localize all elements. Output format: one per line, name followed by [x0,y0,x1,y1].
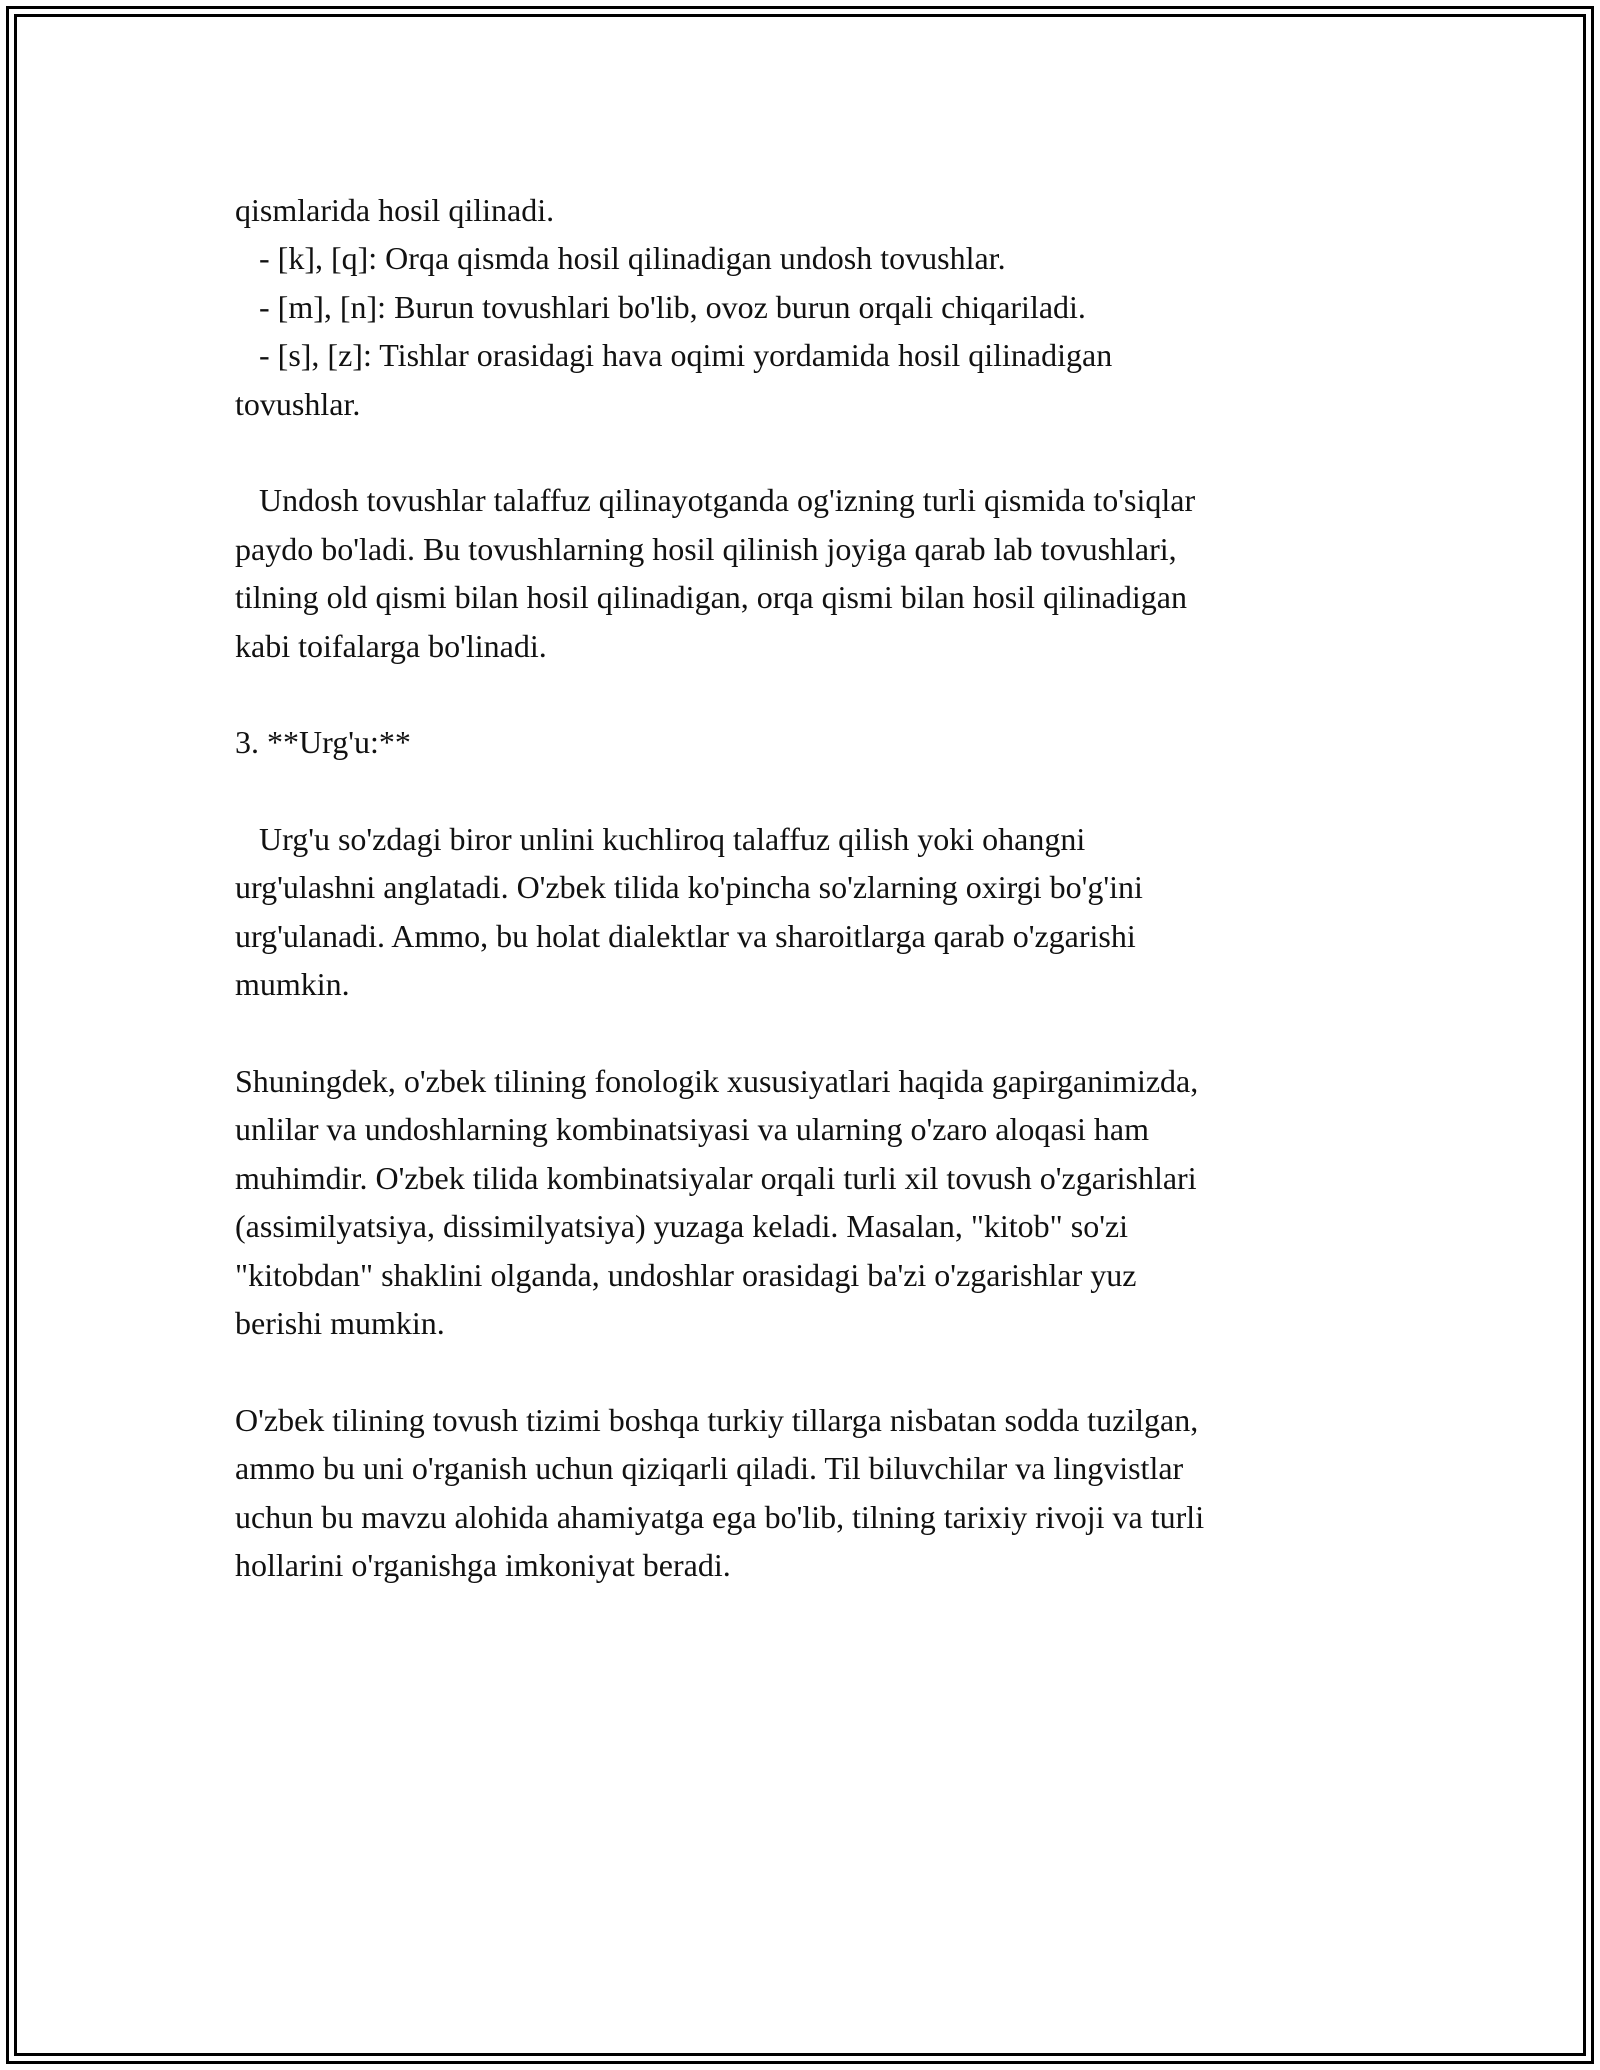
paragraph-phonology [235,1057,1365,1347]
paragraph-conclusion [235,1396,1365,1590]
text-line: mumkin. [235,966,350,1003]
text-line: kabi toifalarga bo'linadi. [235,627,547,664]
text-line: hollarini o'rganishga imkoniyat beradi. [235,1546,731,1583]
text-line: "kitobdan" shaklini olganda, undoshlar orasidagi ba'zi o'zgarishlar yuz [235,1256,1137,1293]
paragraph-stress [235,815,1365,1009]
paragraph-consonant-list [235,186,1365,428]
text-line: O'zbek tilining tovush tizimi boshqa turkiy tillarga nisbatan sodda tuzilgan, [235,1401,1199,1438]
text-line: (assimilyatsiya, dissimilyatsiya) yuzaga keladi. Masalan, "kitob" so'zi [235,1208,1129,1245]
paragraph-gap [235,1009,1365,1057]
list-item: - [k], [q]: Orqa qismda hosil qilinadigan undosh tovushlar. [235,240,1006,277]
text-line: uchun bu mavzu alohida ahamiyatga ega bo'lib, tilning tarixiy rivoji va turli [235,1498,1205,1535]
text-line: urg'ulashni anglatadi. O'zbek tilida ko'pincha so'zlarning oxirgi bo'g'ini [235,869,1143,906]
text-line: urg'ulanadi. Ammo, bu holat dialektlar va sharoitlarga qarab o'zgarishi [235,917,1136,954]
document-body [235,186,1365,1589]
text-line: ammo bu uni o'rganish uchun qiziqarli qiladi. Til biluvchilar va lingvistlar [235,1450,1184,1487]
list-item: - [m], [n]: Burun tovushlari bo'lib, ovoz burun orqali chiqariladi. [235,288,1086,325]
list-item: - [s], [z]: Tishlar orasidagi hava oqimi yordamida hosil qilinadigan [235,337,1113,374]
section-heading: 3. **Urg'u:** [235,724,411,761]
paragraph-gap [235,428,1365,476]
text-line: Shuningdek, o'zbek tilining fonologik xususiyatlari haqida gapirganimizda, [235,1063,1199,1100]
paragraph-consonant-places [235,476,1365,670]
text-line: berishi mumkin. [235,1304,445,1341]
text-line: tovushlar. [235,385,361,422]
text-line: unlilar va undoshlarning kombinatsiyasi va ularning o'zaro aloqasi ham [235,1111,1149,1148]
text-line: paydo bo'ladi. Bu tovushlarning hosil qilinish joyiga qarab lab tovushlari, [235,530,1177,567]
text-line: Undosh tovushlar talaffuz qilinayotganda og'izning turli qismida to'siqlar [235,482,1196,519]
text-line: Urg'u so'zdagi biror unlini kuchliroq talaffuz qilish yoki ohangni [235,821,1086,858]
paragraph-gap [235,1347,1365,1395]
text-line: qismlarida hosil qilinadi. [235,192,555,228]
paragraph-gap [235,767,1365,815]
text-line: muhimdir. O'zbek tilida kombinatsiyalar orqali turli xil tovush o'zgarishlari [235,1159,1197,1196]
text-line: tilning old qismi bilan hosil qilinadigan, orqa qismi bilan hosil qilinadigan [235,579,1187,616]
paragraph-gap [235,670,1365,718]
